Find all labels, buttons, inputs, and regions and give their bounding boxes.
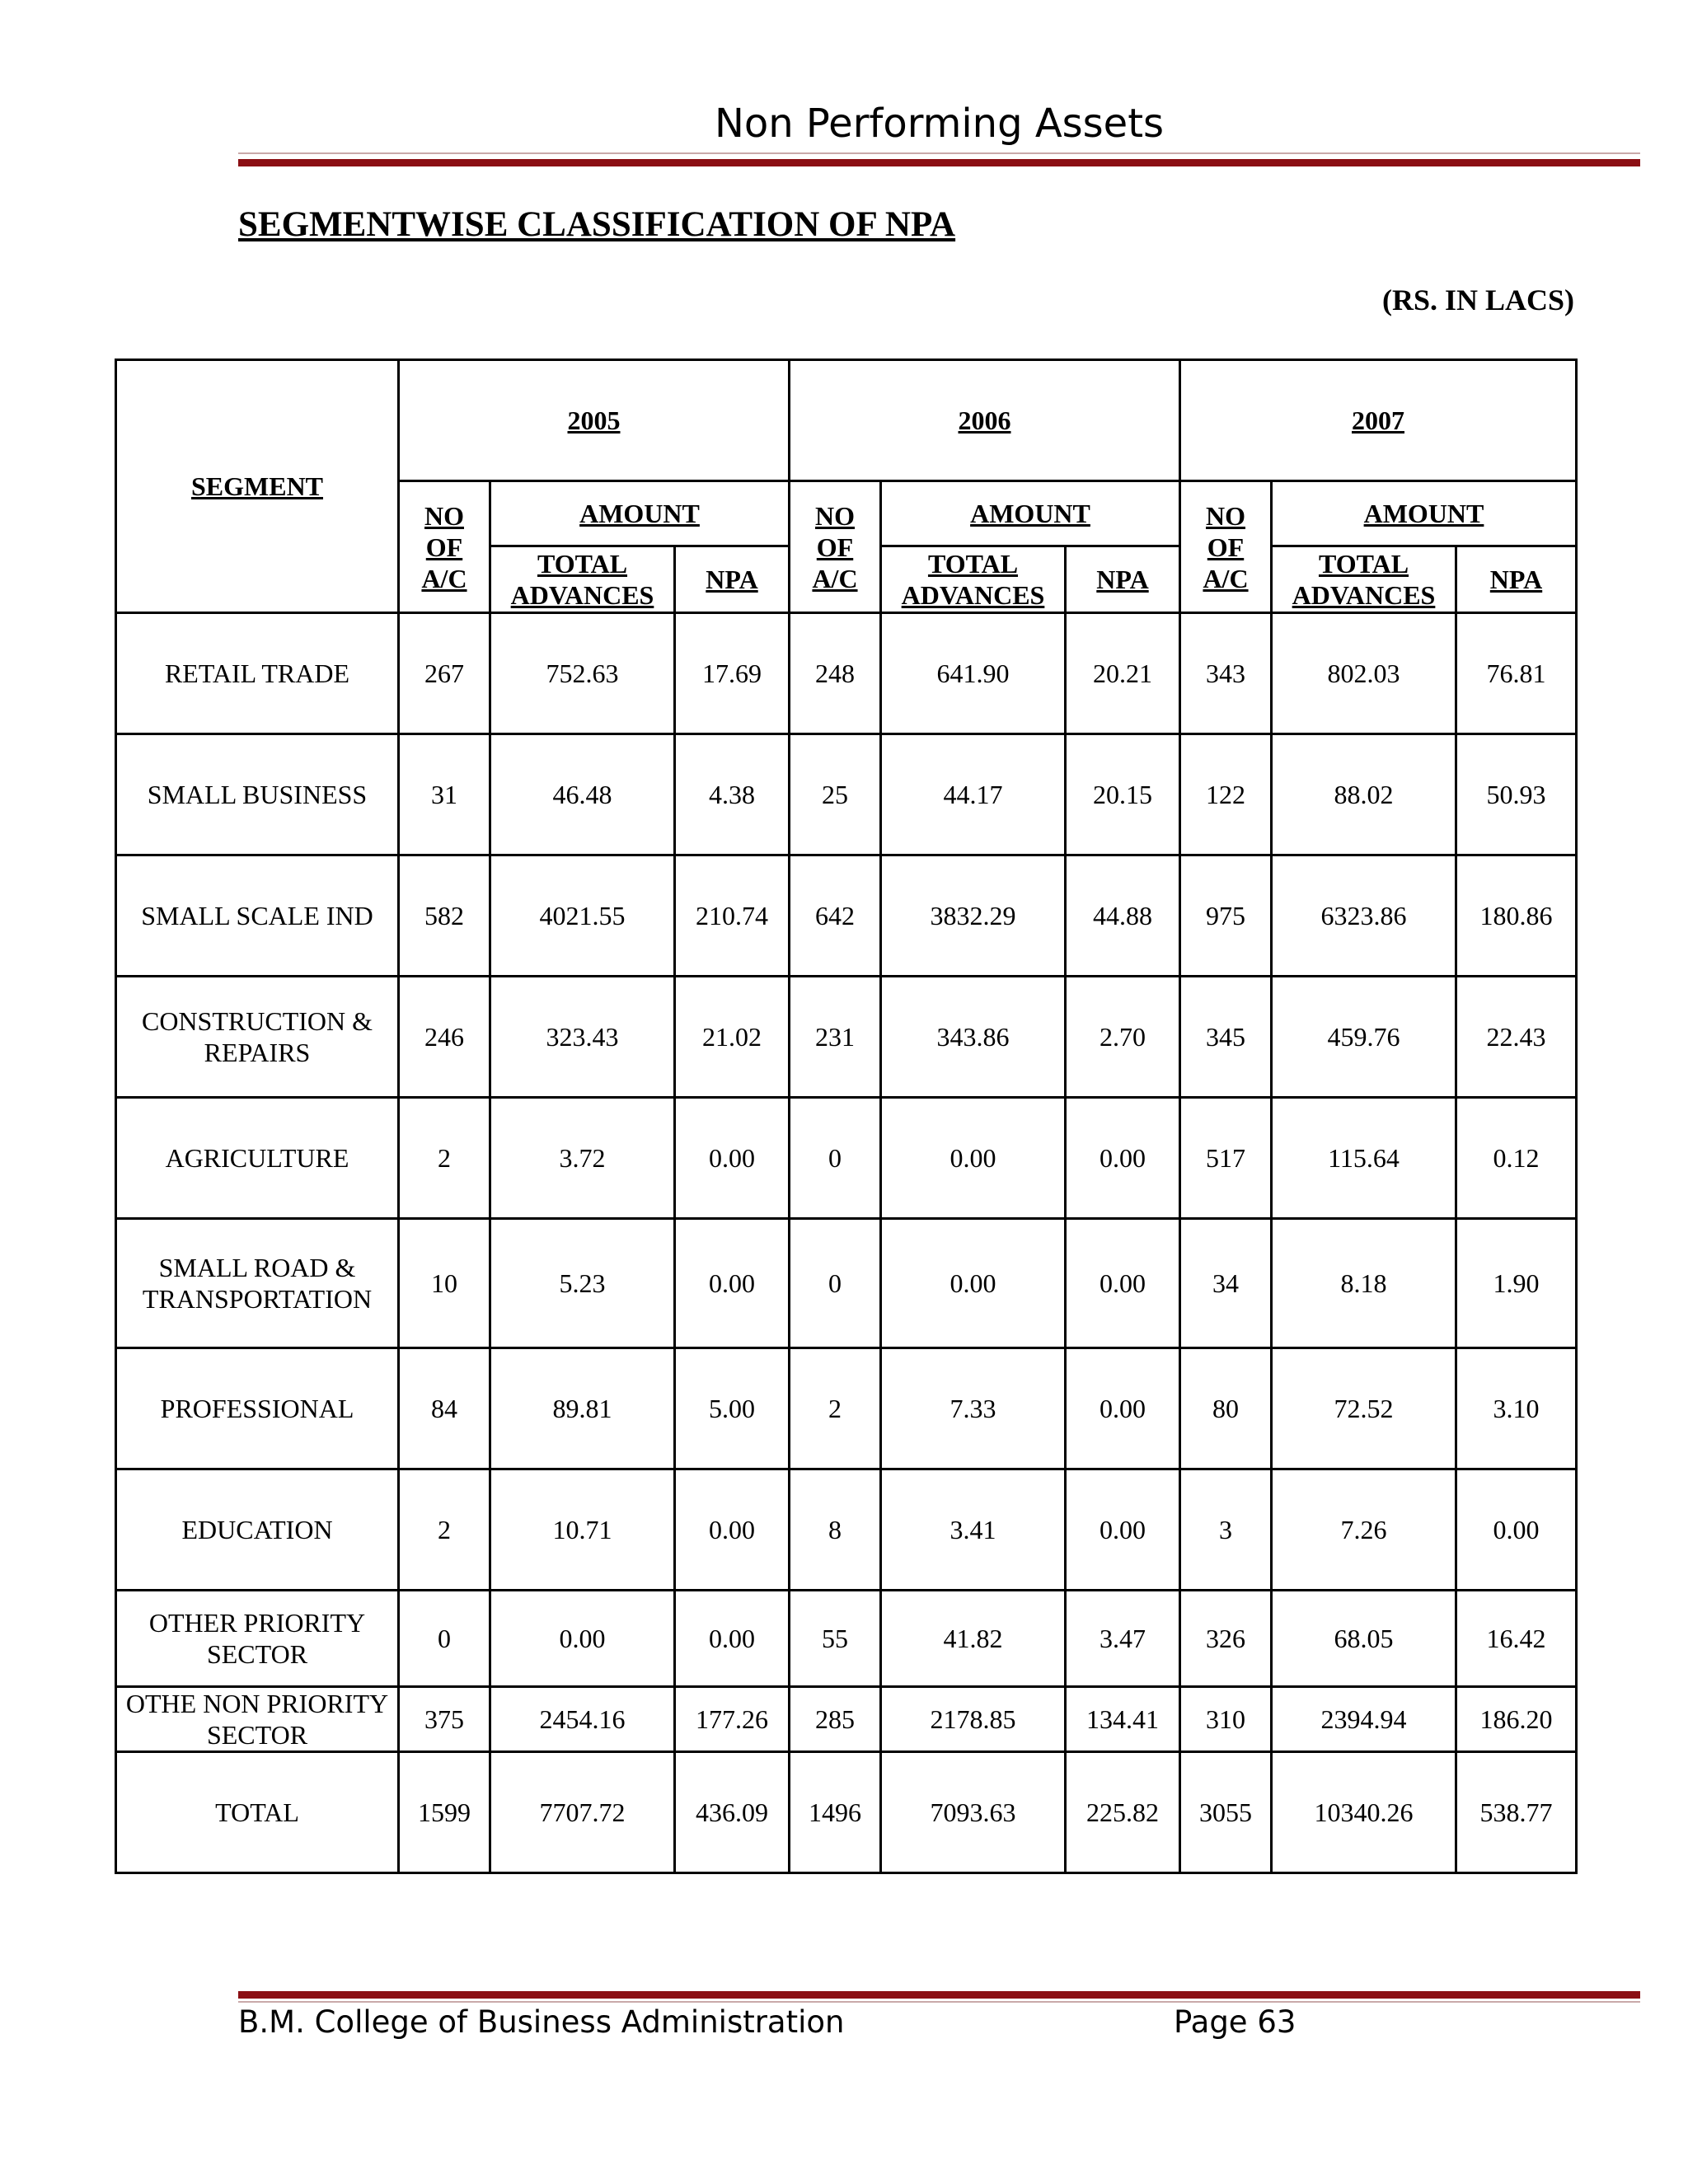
npa-header: NPA bbox=[1456, 546, 1577, 613]
value-cell: 375 bbox=[399, 1687, 490, 1752]
amount-header: AMOUNT bbox=[881, 481, 1180, 546]
value-cell: 0 bbox=[399, 1591, 490, 1687]
value-cell: 231 bbox=[790, 977, 881, 1098]
value-cell: 8 bbox=[790, 1469, 881, 1591]
value-cell: 8.18 bbox=[1272, 1219, 1456, 1348]
section-title: SEGMENTWISE CLASSIFICATION OF NPA bbox=[238, 205, 956, 244]
year-header: 2006 bbox=[790, 360, 1180, 481]
value-cell: 80 bbox=[1180, 1348, 1272, 1469]
segment-cell: PROFESSIONAL bbox=[116, 1348, 399, 1469]
table-row bbox=[116, 855, 1577, 977]
value-cell: 248 bbox=[790, 613, 881, 734]
value-cell: 5.23 bbox=[490, 1219, 675, 1348]
value-cell: 50.93 bbox=[1456, 734, 1577, 855]
value-cell: 6323.86 bbox=[1272, 855, 1456, 977]
footer-institution: B.M. College of Business Administration bbox=[238, 2004, 845, 2040]
value-cell: 10.71 bbox=[490, 1469, 675, 1591]
value-cell: 2 bbox=[399, 1469, 490, 1591]
value-cell: 2 bbox=[399, 1098, 490, 1219]
value-cell: 3.72 bbox=[490, 1098, 675, 1219]
value-cell: 0.12 bbox=[1456, 1098, 1577, 1219]
table-row bbox=[116, 734, 1577, 855]
value-cell: 68.05 bbox=[1272, 1591, 1456, 1687]
year-header: 2007 bbox=[1180, 360, 1577, 481]
value-cell: 225.82 bbox=[1066, 1752, 1180, 1873]
value-cell: 55 bbox=[790, 1591, 881, 1687]
footer-divider-thin bbox=[238, 2001, 1640, 2003]
value-cell: 7.26 bbox=[1272, 1469, 1456, 1591]
header-divider-thin bbox=[238, 152, 1640, 154]
value-cell: 89.81 bbox=[490, 1348, 675, 1469]
value-cell: 76.81 bbox=[1456, 613, 1577, 734]
value-cell: 0.00 bbox=[490, 1591, 675, 1687]
value-cell: 0.00 bbox=[1456, 1469, 1577, 1591]
no-of-ac-header: NO OF A/C bbox=[399, 481, 490, 613]
segment-cell: SMALL BUSINESS bbox=[116, 734, 399, 855]
header-divider-thick bbox=[238, 159, 1640, 166]
value-cell: 0.00 bbox=[1066, 1348, 1180, 1469]
value-cell: 88.02 bbox=[1272, 734, 1456, 855]
value-cell: 7707.72 bbox=[490, 1752, 675, 1873]
npa-segment-table bbox=[115, 359, 1578, 1874]
table-row bbox=[116, 1219, 1577, 1348]
value-cell: 2178.85 bbox=[881, 1687, 1066, 1752]
page-header-title: Non Performing Assets bbox=[714, 101, 1165, 147]
value-cell: 0.00 bbox=[881, 1098, 1066, 1219]
segment-cell: SMALL ROAD & TRANSPORTATION bbox=[116, 1219, 399, 1348]
value-cell: 641.90 bbox=[881, 613, 1066, 734]
value-cell: 115.64 bbox=[1272, 1098, 1456, 1219]
value-cell: 1599 bbox=[399, 1752, 490, 1873]
no-of-ac-header: NO OF A/C bbox=[1180, 481, 1272, 613]
value-cell: 582 bbox=[399, 855, 490, 977]
value-cell: 44.17 bbox=[881, 734, 1066, 855]
table-row bbox=[116, 1687, 1577, 1752]
segment-header: SEGMENT bbox=[116, 360, 399, 613]
value-cell: 0.00 bbox=[675, 1219, 790, 1348]
value-cell: 84 bbox=[399, 1348, 490, 1469]
table-row bbox=[116, 1098, 1577, 1219]
value-cell: 0 bbox=[790, 1098, 881, 1219]
value-cell: 20.21 bbox=[1066, 613, 1180, 734]
value-cell: 436.09 bbox=[675, 1752, 790, 1873]
value-cell: 25 bbox=[790, 734, 881, 855]
segment-cell: OTHER PRIORITY SECTOR bbox=[116, 1591, 399, 1687]
value-cell: 7093.63 bbox=[881, 1752, 1066, 1873]
value-cell: 7.33 bbox=[881, 1348, 1066, 1469]
value-cell: 345 bbox=[1180, 977, 1272, 1098]
total-advances-header: TOTAL ADVANCES bbox=[1272, 546, 1456, 613]
value-cell: 3.10 bbox=[1456, 1348, 1577, 1469]
value-cell: 459.76 bbox=[1272, 977, 1456, 1098]
no-of-ac-header: NO OF A/C bbox=[790, 481, 881, 613]
value-cell: 326 bbox=[1180, 1591, 1272, 1687]
value-cell: 0.00 bbox=[881, 1219, 1066, 1348]
value-cell: 752.63 bbox=[490, 613, 675, 734]
value-cell: 0.00 bbox=[1066, 1469, 1180, 1591]
amount-header: AMOUNT bbox=[490, 481, 790, 546]
value-cell: 4021.55 bbox=[490, 855, 675, 977]
value-cell: 5.00 bbox=[675, 1348, 790, 1469]
table-row bbox=[116, 1591, 1577, 1687]
value-cell: 17.69 bbox=[675, 613, 790, 734]
footer-divider-thick bbox=[238, 1991, 1640, 1999]
value-cell: 3.41 bbox=[881, 1469, 1066, 1591]
value-cell: 267 bbox=[399, 613, 490, 734]
value-cell: 2394.94 bbox=[1272, 1687, 1456, 1752]
value-cell: 186.20 bbox=[1456, 1687, 1577, 1752]
segment-cell: TOTAL bbox=[116, 1752, 399, 1873]
total-advances-header: TOTAL ADVANCES bbox=[881, 546, 1066, 613]
value-cell: 122 bbox=[1180, 734, 1272, 855]
value-cell: 343.86 bbox=[881, 977, 1066, 1098]
value-cell: 2 bbox=[790, 1348, 881, 1469]
value-cell: 4.38 bbox=[675, 734, 790, 855]
value-cell: 310 bbox=[1180, 1687, 1272, 1752]
segment-cell: EDUCATION bbox=[116, 1469, 399, 1591]
value-cell: 177.26 bbox=[675, 1687, 790, 1752]
value-cell: 802.03 bbox=[1272, 613, 1456, 734]
value-cell: 44.88 bbox=[1066, 855, 1180, 977]
table-row bbox=[116, 613, 1577, 734]
value-cell: 72.52 bbox=[1272, 1348, 1456, 1469]
value-cell: 10340.26 bbox=[1272, 1752, 1456, 1873]
unit-label: (RS. IN LACS) bbox=[1381, 284, 1574, 316]
value-cell: 0 bbox=[790, 1219, 881, 1348]
value-cell: 285 bbox=[790, 1687, 881, 1752]
value-cell: 134.41 bbox=[1066, 1687, 1180, 1752]
segment-cell: RETAIL TRADE bbox=[116, 613, 399, 734]
segment-cell: SMALL SCALE IND bbox=[116, 855, 399, 977]
value-cell: 22.43 bbox=[1456, 977, 1577, 1098]
table-row bbox=[116, 1469, 1577, 1591]
value-cell: 1496 bbox=[790, 1752, 881, 1873]
segment-cell: CONSTRUCTION & REPAIRS bbox=[116, 977, 399, 1098]
table-row bbox=[116, 1348, 1577, 1469]
value-cell: 1.90 bbox=[1456, 1219, 1577, 1348]
value-cell: 180.86 bbox=[1456, 855, 1577, 977]
value-cell: 3055 bbox=[1180, 1752, 1272, 1873]
value-cell: 0.00 bbox=[675, 1591, 790, 1687]
table-row bbox=[116, 977, 1577, 1098]
value-cell: 538.77 bbox=[1456, 1752, 1577, 1873]
value-cell: 41.82 bbox=[881, 1591, 1066, 1687]
value-cell: 10 bbox=[399, 1219, 490, 1348]
value-cell: 3.47 bbox=[1066, 1591, 1180, 1687]
segment-cell: OTHE NON PRIORITY SECTOR bbox=[116, 1687, 399, 1752]
value-cell: 34 bbox=[1180, 1219, 1272, 1348]
value-cell: 31 bbox=[399, 734, 490, 855]
value-cell: 642 bbox=[790, 855, 881, 977]
total-advances-header: TOTAL ADVANCES bbox=[490, 546, 675, 613]
table-row bbox=[116, 1752, 1577, 1873]
value-cell: 343 bbox=[1180, 613, 1272, 734]
value-cell: 20.15 bbox=[1066, 734, 1180, 855]
value-cell: 0.00 bbox=[1066, 1098, 1180, 1219]
value-cell: 3832.29 bbox=[881, 855, 1066, 977]
value-cell: 975 bbox=[1180, 855, 1272, 977]
value-cell: 0.00 bbox=[675, 1098, 790, 1219]
value-cell: 21.02 bbox=[675, 977, 790, 1098]
value-cell: 3 bbox=[1180, 1469, 1272, 1591]
npa-header: NPA bbox=[675, 546, 790, 613]
footer-page-number: Page 63 bbox=[1174, 2004, 1296, 2040]
value-cell: 0.00 bbox=[1066, 1219, 1180, 1348]
value-cell: 16.42 bbox=[1456, 1591, 1577, 1687]
value-cell: 46.48 bbox=[490, 734, 675, 855]
value-cell: 323.43 bbox=[490, 977, 675, 1098]
value-cell: 517 bbox=[1180, 1098, 1272, 1219]
value-cell: 210.74 bbox=[675, 855, 790, 977]
value-cell: 0.00 bbox=[675, 1469, 790, 1591]
value-cell: 2.70 bbox=[1066, 977, 1180, 1098]
amount-header: AMOUNT bbox=[1272, 481, 1577, 546]
value-cell: 2454.16 bbox=[490, 1687, 675, 1752]
value-cell: 246 bbox=[399, 977, 490, 1098]
year-header: 2005 bbox=[399, 360, 790, 481]
segment-cell: AGRICULTURE bbox=[116, 1098, 399, 1219]
npa-header: NPA bbox=[1066, 546, 1180, 613]
